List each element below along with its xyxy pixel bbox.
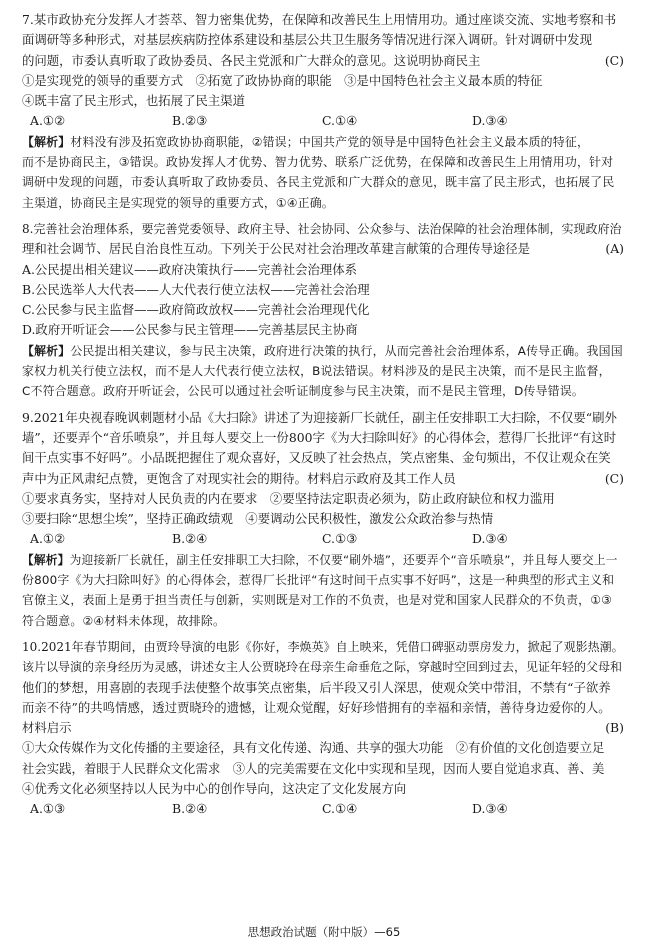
q8-stem-text: 理和社会调节、居民自治良性互动。下列关于公民对社会治理改革建言献策的合理传导途径是: [22, 241, 531, 257]
q7-stem-line-3: [22, 51, 626, 71]
question-7: [22, 10, 626, 213]
q8-analysis-line-2: 家权力机关行使立法权，而不是人大代表行使立法权，B说法错误。材料涉及的是民主决策，而不是民主监督，: [22, 364, 611, 379]
q9-analysis-line-1: 【解析】为迎接新厂长就任，副主任安排职工大扫除，不仅要“刷外墙”，还要弄个“音乐喷泉”，并且每人要交上一: [22, 552, 618, 567]
q7-stem-line-2: 面调研等多种形式，对基层疾病防控体系建设和基层公共卫生服务等情况进行深入调研。针对调研中发现: [22, 32, 592, 48]
q10-stem-line-5: [22, 718, 626, 738]
q10-stem-line-4: 而亲不待”的共鸣情感，透过贾晓玲的遗憾，让观众觉醒，好好珍惜拥有的幸福和亲情，善待身边爱你的人。: [22, 699, 611, 715]
q9-answer: (C): [604, 470, 624, 486]
q9-choice-d: D.③④: [472, 531, 508, 547]
q8-option-a: A.公民提出相关建议——政府决策执行——完善社会治理体系: [22, 261, 358, 277]
question-10: [22, 637, 626, 820]
q10-stem-line-1: 10.2021年春节期间，由贾玲导演的电影《你好，李焕英》自上映来，凭借口碑驱动票房发力，掀起了观影热潮。: [22, 639, 624, 654]
q10-choice-d: D.③④: [472, 801, 508, 817]
q7-analysis-line-4: 主渠道，协商民主是实现党的领导的重要方式，①④正确。: [22, 195, 334, 210]
q7-analysis-line-1: 【解析】材料没有涉及拓宽政协协商职能，②错误；中国共产党的领导是中国特色社会主义最本质的特征，: [22, 134, 590, 149]
q9-stem-text: 声中为正风肃纪点赞，更饱含了对现实社会的期待。材料启示政府及其工作人员: [22, 470, 456, 486]
q7-answer: (C): [604, 52, 624, 68]
q7-stem-text: 的问题，市委认真听取了政协委员、各民主党派和广大群众的意见。这说明协商民主: [22, 52, 481, 68]
q9-choice-b: B.②④: [172, 531, 208, 547]
q10-stem-text: 材料启示: [22, 720, 72, 736]
q10-answer: (B): [605, 720, 624, 736]
q8-stem-line-2: [22, 239, 626, 259]
q7-choice-c: C.①④: [322, 113, 358, 129]
q9-option-line-2: ③要扫除“思想尘埃”，坚持正确政绩观 ④要调动公民积极性，激发公众政治参与热情: [22, 511, 494, 527]
q10-option-line-3: ④优秀文化必须坚持以人民为中心的创作导向，这决定了文化发展方向: [22, 780, 407, 796]
q10-choice-b: B.②④: [172, 801, 208, 817]
q10-choice-a: A.①③: [30, 801, 66, 817]
q10-choices: [22, 799, 626, 819]
q9-analysis-tag: 【解析】: [22, 552, 70, 567]
q9-stem-line-4: [22, 469, 626, 489]
q9-analysis-line-4: 符合题意。②④材料未体现，故排除。: [22, 613, 226, 628]
q9-stem-line-1: 9.2021年央视春晚讽刺题材小品《大扫除》讲述了为迎接新厂长就任，副主任安排职工大扫除，不仅要“刷外: [22, 409, 617, 425]
q7-analysis-line-3: 调研中发现的问题，市委认真听取了政协委员、各民主党派和广大群众的意见，既丰富了民主形式，也拓展了民: [22, 175, 615, 190]
q10-stem-line-3: 他们的梦想，用喜剧的表现手法使整个故事笑点密集，后半段又引人深思，使观众笑中带泪，不禁有“子欲养: [22, 679, 611, 695]
q9-choice-a: A.①②: [30, 531, 66, 547]
page-footer: 思想政治试题（附中版）—65: [247, 925, 401, 939]
q7-choices: [22, 111, 626, 131]
q9-choices: [22, 529, 626, 549]
q9-analysis: [22, 550, 626, 631]
q7-analysis-tag: 【解析】: [22, 134, 71, 149]
q9-analysis-line-2: 份800字《为大扫除叫好》的心得体会，惹得厂长批评“有这时间干点实事不好吗”，这是一种典型的形式主义和: [22, 573, 615, 588]
q7-choice-b: B.②③: [172, 113, 208, 129]
q9-choice-c: C.①③: [322, 531, 358, 547]
question-8: [22, 219, 626, 402]
question-9: [22, 408, 626, 631]
q9-analysis-line-3: 官僚主义，表面上是勇于担当责任与创新，实则既是对工作的不负责，也是对党和国家人民群众的不负责，①③: [22, 593, 612, 608]
q8-answer: (A): [605, 241, 624, 257]
q8-stem-line-1: 8.完善社会治理体系，要完善党委领导、政府主导、社会协同、公众参与、法治保障的社会治理体制，实现政府治: [22, 221, 622, 236]
q9-stem-line-3: 间干点实事不好吗”。小品既把握住了观众喜好，又反映了社会热点，笑点密集、金句频出，不仅让观众在笑: [22, 450, 611, 466]
q8-option-b: B.公民选举人大代表——人大代表行使立法权——完善社会治理: [22, 281, 370, 297]
q7-analysis: [22, 132, 626, 213]
q8-analysis-line-3: C不符合题意。政府开听证会，公民可以通过社会听证制度参与民主决策，而不是民主管理，D传导错误。: [22, 384, 584, 399]
q7-stem-line-1: 7.某市政协充分发挥人才荟萃、智力密集优势，在保障和改善民生上用情用功。通过座谈交流、实地考察和书: [22, 12, 617, 27]
q9-option-line-1: ①要求真务实，坚持对人民负责的内在要求 ②要坚持法定职责必须为，防止政府缺位和权力滥用: [22, 490, 555, 506]
q10-option-line-2: 社会实践，着眼于人民群众文化需求 ③人的完美需要在文化中实现和呈现，因而人要自觉追求真、善、美: [22, 760, 605, 776]
q8-option-c: C.公民参与民主监督——政府简政放权——完善社会治理现代化: [22, 302, 370, 318]
q7-option-line-1: ①是实现党的领导的重要方式 ②拓宽了政协协商的职能 ③是中国特色社会主义最本质的特征: [22, 72, 543, 88]
q7-analysis-line-2: 而不是协商民主，③错误。政协发挥人才优势、智力优势、联系广泛优势，在保障和改善民生上用情用功，针对: [22, 155, 614, 170]
q10-option-line-1: ①大众传媒作为文化传播的主要途径，具有文化传递、沟通、共享的强大功能 ②有价值的文化创造要立足: [22, 740, 605, 756]
q8-analysis: [22, 341, 626, 402]
q10-stem-line-2: 该片以导演的亲身经历为灵感，讲述女主人公贾晓玲在母亲生命垂危之际，穿越时空回到过去，见证年轻的父母和: [22, 660, 623, 675]
q7-choice-d: D.③④: [472, 113, 508, 129]
q8-analysis-tag: 【解析】: [22, 343, 71, 358]
q8-option-d: D.政府开听证会——公民参与民主管理——完善基层民主协商: [22, 322, 358, 338]
q8-analysis-line-1: 【解析】公民提出相关建议，参与民主决策，政府进行决策的执行，从而完善社会治理体系，A传导正确。我国国: [22, 343, 623, 358]
q10-choice-c: C.①④: [322, 801, 358, 817]
q9-stem-line-2: 墙”，还要弄个“音乐喷泉”，并且每人要交上一份800字《为大扫除叫好》的心得体会，惹得厂长批评“有这时: [22, 429, 617, 445]
q7-option-line-2: ④既丰富了民主形式，也拓展了民主渠道: [22, 93, 246, 109]
q7-choice-a: A.①②: [30, 113, 66, 129]
